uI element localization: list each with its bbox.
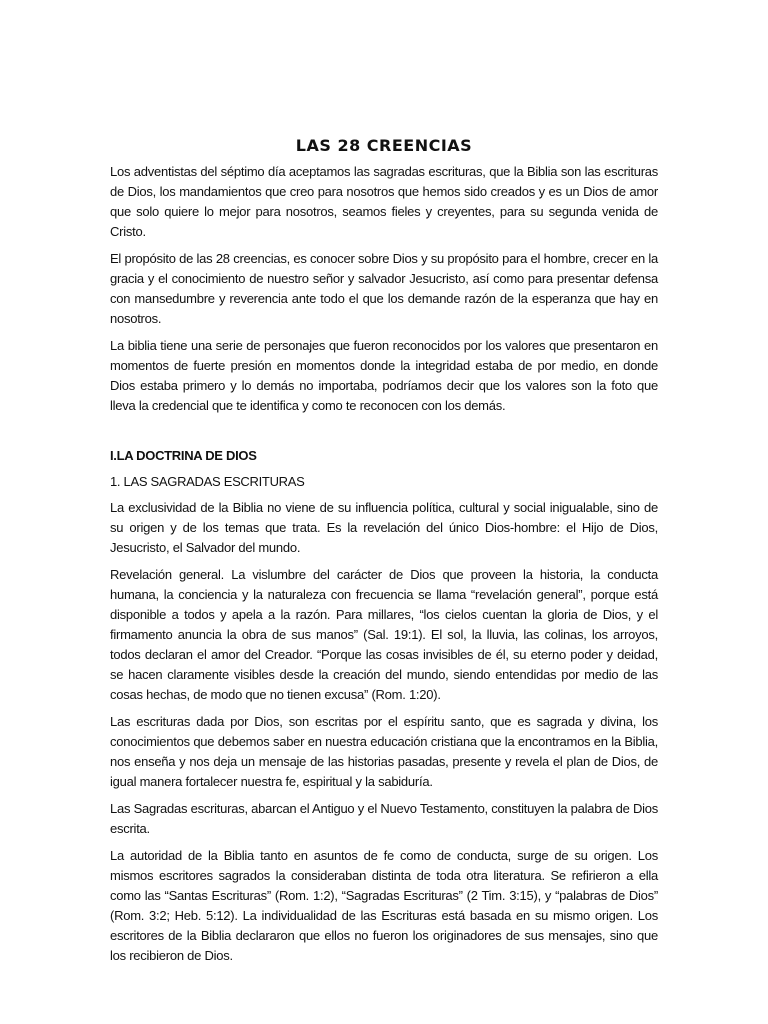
document-page [110, 136, 658, 973]
section-paragraph-3: Las escrituras dada por Dios, son escritas por el espíritu santo, que es sagrada y divina, los conocimientos que debemos saber en nuestra educación cristiana que la encontramos en la Biblia, nos enseña y nos deja un mensaje de las historias pasadas, presente y revela el plan de Dios, de igual manera fortalecer nuestra fe, espiritual y la sabiduría. [110, 714, 658, 789]
intro-paragraph-2: El propósito de las 28 creencias, es conocer sobre Dios y su propósito para el hombre, crecer en la gracia y el conocimiento de nuestro señor y salvador Jesucristo, así como para presentar defensa con mansedumbre y reverencia ante todo el que los demande razón de la esperanza que hay en nosotros. [110, 251, 658, 326]
section-paragraph-4: Las Sagradas escrituras, abarcan el Antiguo y el Nuevo Testamento, constituyen la palabra de Dios escrita. [110, 801, 658, 836]
section-paragraph-5: La autoridad de la Biblia tanto en asuntos de fe como de conducta, surge de su origen. Los mismos escritores sagrados la consideraban distinta de toda otra literatura. Se refirieron a ella como las “Santas Escrituras” (Rom. 1:2), “Sagradas Escrituras” (2 Tim. 3:15), y “palabras de Dios” (Rom. 3:2; Heb. 5:12). La individualidad de las Escrituras está basada en su mismo origen. Los escritores de la Biblia declararon que ellos no fueron los originadores de sus mensajes, sino que los recibieron de Dios. [110, 848, 658, 963]
section-heading: I.LA DOCTRINA DE DIOS [110, 448, 257, 463]
section-paragraph-2: Revelación general. La vislumbre del carácter de Dios que proveen la historia, la conducta humana, la conciencia y la naturaleza con frecuencia se llama “revelación general”, porque está disponible a todos y apela a la razón. Para millares, “los cielos cuentan la gloria de Dios, y el firmamento anuncia la obra de sus manos” (Sal. 19:1). El sol, la lluvia, las colinas, los arroyos, todos declaran el amor del Creador. “Porque las cosas invisibles de él, su eterno poder y deidad, se hacen claramente visibles desde la creación del mundo, siendo entendidas por medio de las cosas hechas, de modo que no tienen excusa” (Rom. 1:20). [110, 567, 658, 702]
section-paragraph-1: La exclusividad de la Biblia no viene de su influencia política, cultural y social inigualable, sino de su origen y de los temas que trata. Es la revelación del único Dios-hombre: el Hijo de Dios, Jesucristo, el Salvador del mundo. [110, 500, 658, 555]
intro-paragraph-1: Los adventistas del séptimo día aceptamos las sagradas escrituras, que la Biblia son las escrituras de Dios, los mandamientos que creo para nosotros que hemos sido creados y es un Dios de amor que solo quiere lo mejor para nosotros, seamos fieles y creyentes, para su segunda venida de Cristo. [110, 164, 658, 239]
intro-paragraph-3: La biblia tiene una serie de personajes que fueron reconocidos por los valores que presentaron en momentos de fuerte presión en momentos donde la integridad estaba de por medio, en donde Dios estaba primero y lo demás no importaba, podríamos decir que los valores son la foto que lleva la credencial que te identifica y como te reconocen con los demás. [110, 338, 658, 413]
subsection-heading: 1. LAS SAGRADAS ESCRITURAS [110, 474, 305, 489]
document-title: LAS 28 CREENCIAS [295, 136, 473, 155]
